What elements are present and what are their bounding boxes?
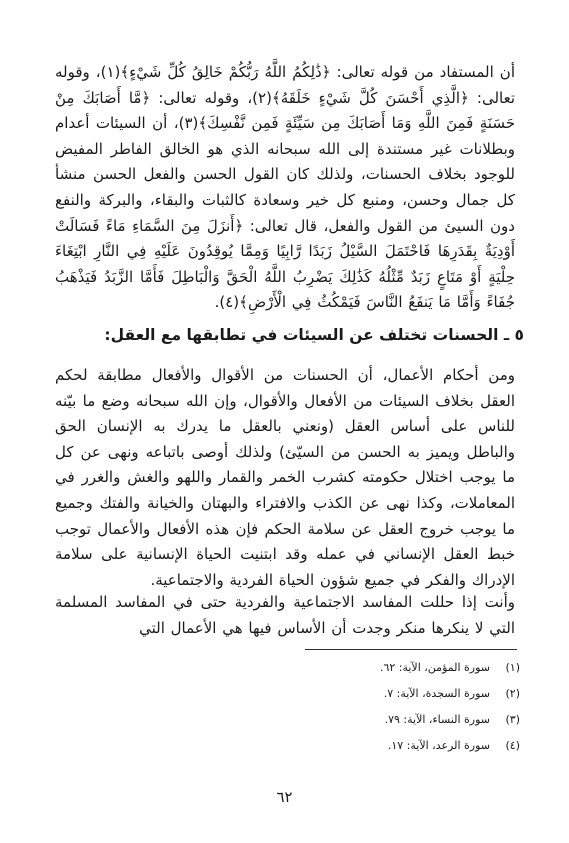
- footnotes: [250, 661, 520, 765]
- footnote-number: (٤): [505, 739, 520, 752]
- footnote-item: [250, 739, 520, 765]
- footnote-item: [250, 687, 520, 713]
- footnote-number: (١): [505, 661, 520, 674]
- page-number: ٦٢: [276, 788, 293, 806]
- body-paragraph-3: وأنت إذا حللت المفاسد الاجتماعية والفردية حتى في المفاسد المسلمة التي لا ينكرها منكر وجدت أن الأساس فيها هي الأعمال التي: [55, 593, 515, 637]
- footnote-item: [250, 661, 520, 687]
- footnote-divider: [305, 649, 517, 650]
- footnote-number: (٣): [505, 713, 520, 726]
- footnote-text: سورة السجدة، الآية: ٧.: [383, 687, 490, 700]
- section-heading: ٥ ـ الحسنات تختلف عن السيئات في تطابقها مع العقل:: [104, 326, 524, 344]
- footnote-text: سورة الرعد، الآية: ١٧.: [387, 739, 490, 752]
- footnote-text: سورة النساء، الآية: ٧٩.: [384, 713, 490, 726]
- footnote-item: [250, 713, 520, 739]
- footnote-number: (٢): [505, 687, 520, 700]
- footnote-text: سورة المؤمن، الآية: ٦٢.: [379, 661, 490, 674]
- body-paragraph-2: ومن أحكام الأعمال، أن الحسنات من الأقوال والأفعال مطابقة لحكم العقل بخلاف السيئات من الأفعال والأقوال، وإن الله سبحانه وضع ما بيّنه للناس على أساس العقل (ونعني بالعقل ما يدرك به الإنسان الحق والباطل ويميز به الحسن من السيّئ) ولذلك أوصى باتباعه ونهى عن كل ما يوجب اختلال حكومته كشرب الخمر والقمار واللهو والغش والغرر في المعاملات، وكذا نهى عن الكذب والافتراء والبهتان والخيانة والفتك وجميع ما يوجب خروج العقل عن سلامة الحكم فإن هذه الأفعال والأعمال توجب خبط العقل الإنساني في عمله وقد ابتنيت الحياة الإنسانية على سلامة الإدراك والفكر في جميع شؤون الحياة الفردية والاجتماعية.: [55, 366, 515, 589]
- body-paragraph-1: أن المستفاد من قوله تعالى: ﴿ذَٰلِكُمُ اللَّهُ رَبُّكُمْ خَالِقُ كُلِّ شَيْءٍ﴾(١)، وقوله تعالى: ﴿الَّذِي أَحْسَنَ كُلَّ شَيْءٍ خَلَقَهُ﴾(٢)، وقوله تعالى: ﴿مَّا أَصَابَكَ مِنْ حَسَنَةٍ فَمِنَ اللَّهِ وَمَا أَصَابَكَ مِن سَيِّئَةٍ فَمِن نَّفْسِكَ﴾(٣)، أن السيئات أعدام وبطلانات غير مستندة إلى الله سبحانه الذي هو الخالق الفاطر المفيض للوجود بخلاف الحسنات، ولذلك كان القول الحسن والفعل الحسن منشأ كل جمال وحسن، ومنبع كل خير وسعادة كالثبات والبقاء، والبركة والنفع دون السيئ من القول والفعل، قال تعالى: ﴿أَنزَلَ مِنَ السَّمَاءِ مَاءً فَسَالَتْ أَوْدِيَةٌ بِقَدَرِهَا فَاحْتَمَلَ السَّيْلُ زَبَدًا رَّابِيًا وَمِمَّا يُوقِدُونَ عَلَيْهِ فِي النَّارِ ابْتِغَاءَ حِلْيَةٍ أَوْ مَتَاعٍ زَبَدٌ مِّثْلُهُ كَذَٰلِكَ يَضْرِبُ اللَّهُ الْحَقَّ وَالْبَاطِلَ فَأَمَّا الزَّبَدُ فَيَذْهَبُ جُفَاءً وَأَمَّا مَا يَنفَعُ النَّاسَ فَيَمْكُثُ فِي الْأَرْضِ﴾(٤).: [55, 63, 515, 312]
